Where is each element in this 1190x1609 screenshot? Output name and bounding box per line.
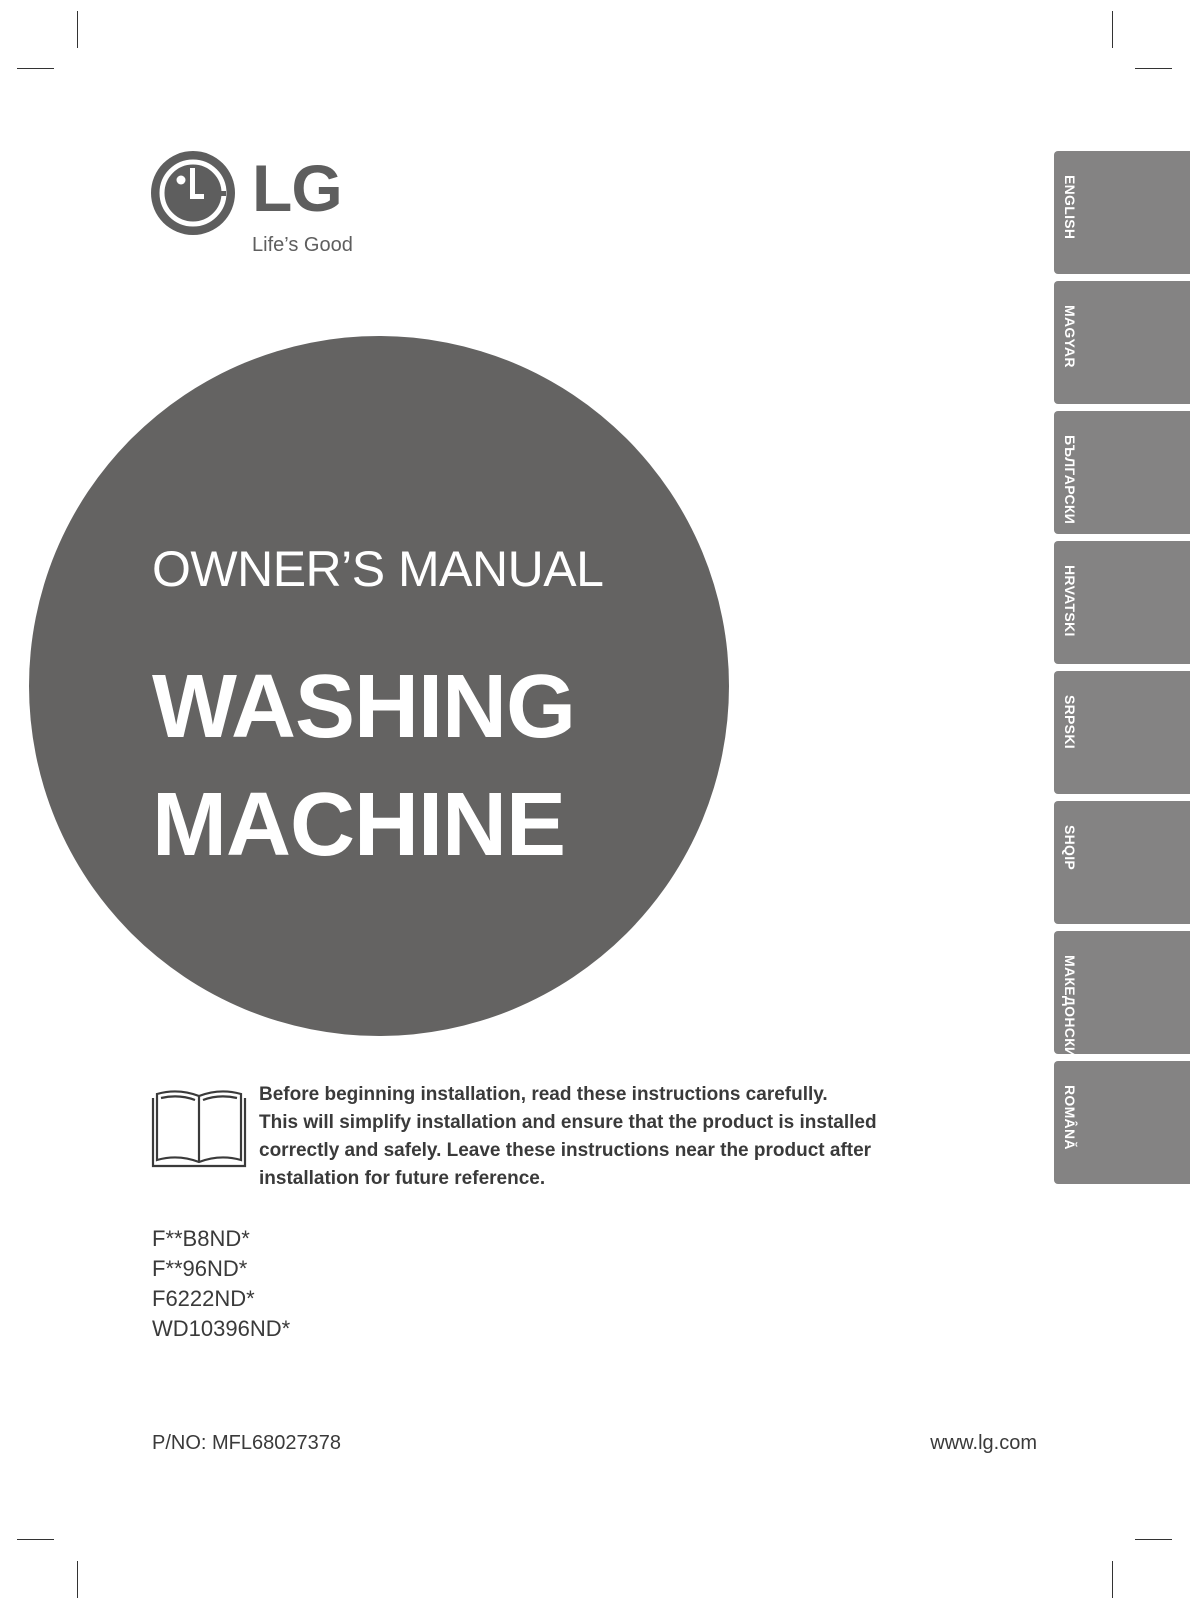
language-tab-srpski[interactable]	[1054, 671, 1190, 794]
lg-face-icon	[150, 150, 236, 236]
crop-mark	[17, 1539, 54, 1540]
language-tab-label: МАКЕДОНСКИ	[1062, 955, 1078, 1058]
language-tab-shqip[interactable]	[1054, 801, 1190, 924]
installation-notice	[259, 1081, 877, 1193]
language-tab-romana[interactable]	[1054, 1061, 1190, 1184]
part-number: P/NO: MFL68027378	[152, 1432, 341, 1454]
logo-wordmark: LG	[252, 151, 342, 225]
product-title	[152, 648, 575, 884]
manual-subtitle: OWNER’S MANUAL	[152, 541, 604, 597]
language-tab-label: ROMÂNĂ	[1062, 1085, 1078, 1150]
crop-mark	[1135, 1539, 1172, 1540]
language-tab-label: HRVATSKI	[1062, 565, 1078, 637]
language-tab-magyar[interactable]	[1054, 281, 1190, 404]
language-tab-hrvatski[interactable]	[1054, 541, 1190, 664]
open-book-icon	[151, 1090, 247, 1170]
model-number: F**B8ND*	[152, 1226, 250, 1251]
model-number: F**96ND*	[152, 1256, 248, 1281]
language-tab-english[interactable]	[1054, 151, 1190, 274]
crop-mark	[1135, 68, 1172, 69]
slogan: Life’s Good	[252, 234, 353, 256]
crop-mark	[1112, 11, 1113, 48]
model-list	[152, 1224, 290, 1344]
product-title-line1: WASHING	[152, 657, 576, 757]
crop-mark	[17, 68, 54, 69]
crop-mark	[77, 11, 78, 48]
website-link[interactable]: www.lg.com	[930, 1432, 1037, 1454]
language-tab-macedonian[interactable]	[1054, 931, 1190, 1058]
language-tab-label: ENGLISH	[1062, 175, 1078, 240]
notice-line: installation for future reference.	[259, 1168, 546, 1189]
crop-mark	[1112, 1561, 1113, 1598]
language-tab-label: SHQIP	[1062, 825, 1078, 871]
language-tab-label: SRPSKI	[1062, 695, 1078, 749]
crop-mark	[77, 1561, 78, 1598]
notice-line: correctly and safely. Leave these instructions near the product after	[259, 1140, 872, 1161]
language-tab-label: БЪЛГАРСКИ	[1062, 435, 1078, 525]
notice-line: Before beginning installation, read these instructions carefully.	[259, 1084, 828, 1105]
product-title-line2: MACHINE	[152, 775, 565, 875]
model-number: WD10396ND*	[152, 1316, 291, 1341]
model-number: F6222ND*	[152, 1286, 255, 1311]
language-tab-bulgarian[interactable]	[1054, 411, 1190, 534]
language-tab-label: MAGYAR	[1062, 305, 1078, 368]
notice-line: This will simplify installation and ensure that the product is installed	[259, 1112, 877, 1133]
